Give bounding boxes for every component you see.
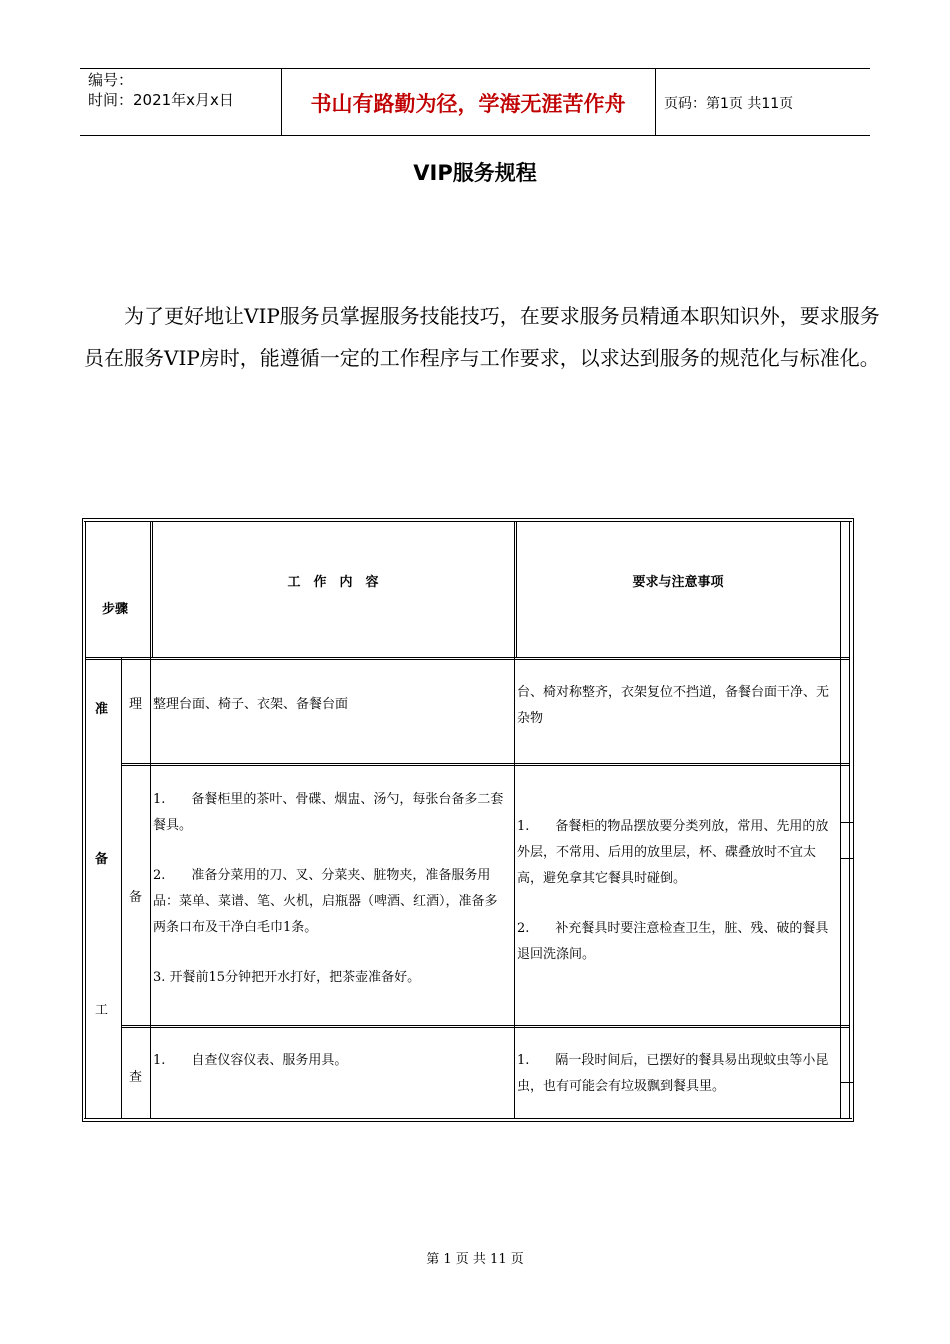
table-top-border [82,518,854,519]
row3-req-text: 1. 隔一段时间后，已摆好的餐具易出现蚊虫等小昆虫，也有可能会有垃圾飘到餐具里。 [517,1053,829,1094]
row2-content-item-3: 3. 开餐前15分钟把开水打好，把茶壶准备好。 [153,970,421,985]
header-requirements: 要求与注意事项 [632,575,724,590]
group-char-2: 备 [95,852,109,867]
row2-sub: 备 [129,890,143,905]
document-number-label: 编号： [88,71,134,89]
group-char-3: 工 [95,1003,109,1018]
header-divider-left [281,68,282,136]
table-right-border-inner [849,521,850,1119]
header-divider-right [655,68,656,136]
table-bottom-border-inner [84,1118,852,1119]
header-step: 步骤 [102,602,129,617]
document-date: 时间：2021年x月x日 [88,91,234,109]
intro-paragraph [84,295,884,379]
row3-content-text: 1. 自查仪容仪表、服务用具。 [153,1053,348,1068]
row2-content-item-1: 1. 备餐柜里的茶叶、骨碟、烟盅、汤勺，每张台备多二套餐具。 [153,792,504,833]
row2-content-item-2: 2. 准备分菜用的刀、叉、分菜夹、脏物夹，准备服务用品：菜单、菜谱、笔、火机，启瓶器（啤酒、红酒），准备多两条口布及干净白毛巾1条。 [153,868,498,935]
header-motto: 书山有路勤为径，学海无涯苦作舟 [310,91,626,116]
row3-requirements [517,1048,835,1100]
table-bottom-border [82,1121,854,1122]
row1-sub: 理 [129,697,143,712]
side-tick-2 [840,858,853,859]
row-line-1 [121,763,850,764]
row1-content-text: 整理台面、椅子、衣架、备餐台面 [153,697,349,712]
header-bottom-border [80,135,870,136]
row1-content [153,692,505,718]
row1-requirements [517,680,833,732]
row-line-2b [121,1027,850,1028]
row-line-1b [121,765,850,766]
row-line-header [85,657,850,658]
table-extra-col [840,521,841,1119]
table-left-border [82,518,83,1122]
row1-req-text: 台、椅对称整齐，衣架复位不挡道，备餐台面干净、无杂物 [517,685,830,726]
table-top-border-inner [84,521,852,522]
row-line-header-b [85,659,850,660]
col-line-step [150,521,151,1119]
row3-content [153,1048,505,1074]
header-page-info: 页码：第1页 共11页 [664,96,794,112]
row3-sub: 查 [129,1070,143,1085]
intro-text: 为了更好地让VIP服务员掌握服务技能技巧，在要求服务员精通本职知识外，要求服务员在服务VIP房时，能遵循一定的工作程序与工作要求，以求达到服务的规范化与标准化。 [84,304,880,370]
row2-req-item-2: 2. 补充餐具时要注意检查卫生，脏、残、破的餐具退回洗涤间。 [517,921,829,962]
document-title: VIP服务规程 [413,161,537,185]
side-tick-1 [840,822,853,823]
row2-requirements [517,814,835,968]
row2-req-item-1: 1. 备餐柜的物品摆放要分类列放，常用、先用的放外层，不常用、后用的放里层，杯、碟叠放时不宜太高，避免拿其它餐具时碰倒。 [517,819,829,886]
table-left-border-inner [85,521,86,1119]
side-tick-3 [840,1082,853,1083]
page-footer: 第 1 页 共 11 页 [426,1252,524,1267]
col-line-content [514,521,515,1119]
header-content: 工 作 内 容 [287,575,379,590]
header-meta [88,70,234,110]
group-char-1: 准 [95,702,109,717]
col-line-sub [121,657,122,1119]
table-right-border [853,518,854,1122]
row-line-2 [121,1025,850,1026]
row2-content [153,787,505,991]
header-top-border [80,68,870,69]
